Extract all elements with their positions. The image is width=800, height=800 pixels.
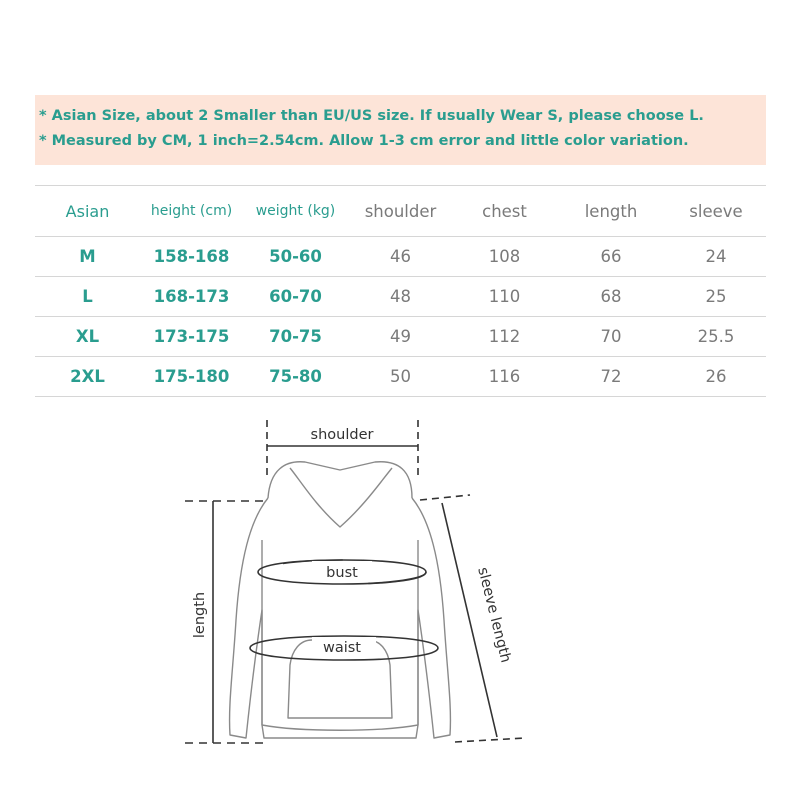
header-asian: Asian — [35, 186, 140, 237]
table-header-row — [35, 186, 766, 237]
sleeve-cell: 25.5 — [666, 317, 766, 357]
height-cell: 168-173 — [140, 277, 243, 317]
shoulder-label: shoulder — [310, 427, 374, 443]
sleeve-cell: 26 — [666, 357, 766, 397]
header-height: height (cm) — [140, 186, 243, 237]
size-cell: XL — [35, 317, 140, 357]
size-chart-table — [35, 185, 766, 397]
sleeve-cell: 24 — [666, 237, 766, 277]
header-shoulder: shoulder — [348, 186, 453, 237]
table-row — [35, 237, 766, 277]
length-label: length — [192, 591, 208, 639]
weight-cell: 60-70 — [243, 277, 348, 317]
header-weight: weight (kg) — [243, 186, 348, 237]
sleeve-length-dimension — [420, 495, 525, 742]
weight-cell: 50-60 — [243, 237, 348, 277]
waist-label: waist — [322, 640, 362, 656]
shoulder-cell: 46 — [348, 237, 453, 277]
chest-cell: 116 — [453, 357, 556, 397]
length-cell: 66 — [556, 237, 666, 277]
notice-line-asian-size: * Asian Size, about 2 Smaller than EU/US size. If usually Wear S, please choose L. — [39, 108, 704, 124]
height-cell: 158-168 — [140, 237, 243, 277]
chest-cell: 110 — [453, 277, 556, 317]
length-cell: 70 — [556, 317, 666, 357]
notice-line-measure: * Measured by CM, 1 inch=2.54cm. Allow 1-3 cm error and little color variation. — [39, 133, 689, 149]
table-row — [35, 277, 766, 317]
size-cell: M — [35, 237, 140, 277]
table-row — [35, 317, 766, 357]
chest-cell: 112 — [453, 317, 556, 357]
header-sleeve: sleeve — [666, 186, 766, 237]
hoodie-outline — [230, 462, 451, 738]
hoodie-measurement-diagram — [0, 400, 800, 800]
header-length: length — [556, 186, 666, 237]
size-cell: 2XL — [35, 357, 140, 397]
shoulder-cell: 49 — [348, 317, 453, 357]
bust-label: bust — [326, 565, 358, 581]
table-row — [35, 357, 766, 397]
weight-cell: 75-80 — [243, 357, 348, 397]
sleeve-cell: 25 — [666, 277, 766, 317]
height-cell: 173-175 — [140, 317, 243, 357]
height-cell: 175-180 — [140, 357, 243, 397]
size-cell: L — [35, 277, 140, 317]
size-notice — [35, 95, 766, 165]
weight-cell: 70-75 — [243, 317, 348, 357]
sleeve-length-label: sleeve length — [474, 565, 514, 665]
shoulder-cell: 48 — [348, 277, 453, 317]
shoulder-cell: 50 — [348, 357, 453, 397]
header-chest: chest — [453, 186, 556, 237]
length-cell: 72 — [556, 357, 666, 397]
chest-cell: 108 — [453, 237, 556, 277]
length-cell: 68 — [556, 277, 666, 317]
